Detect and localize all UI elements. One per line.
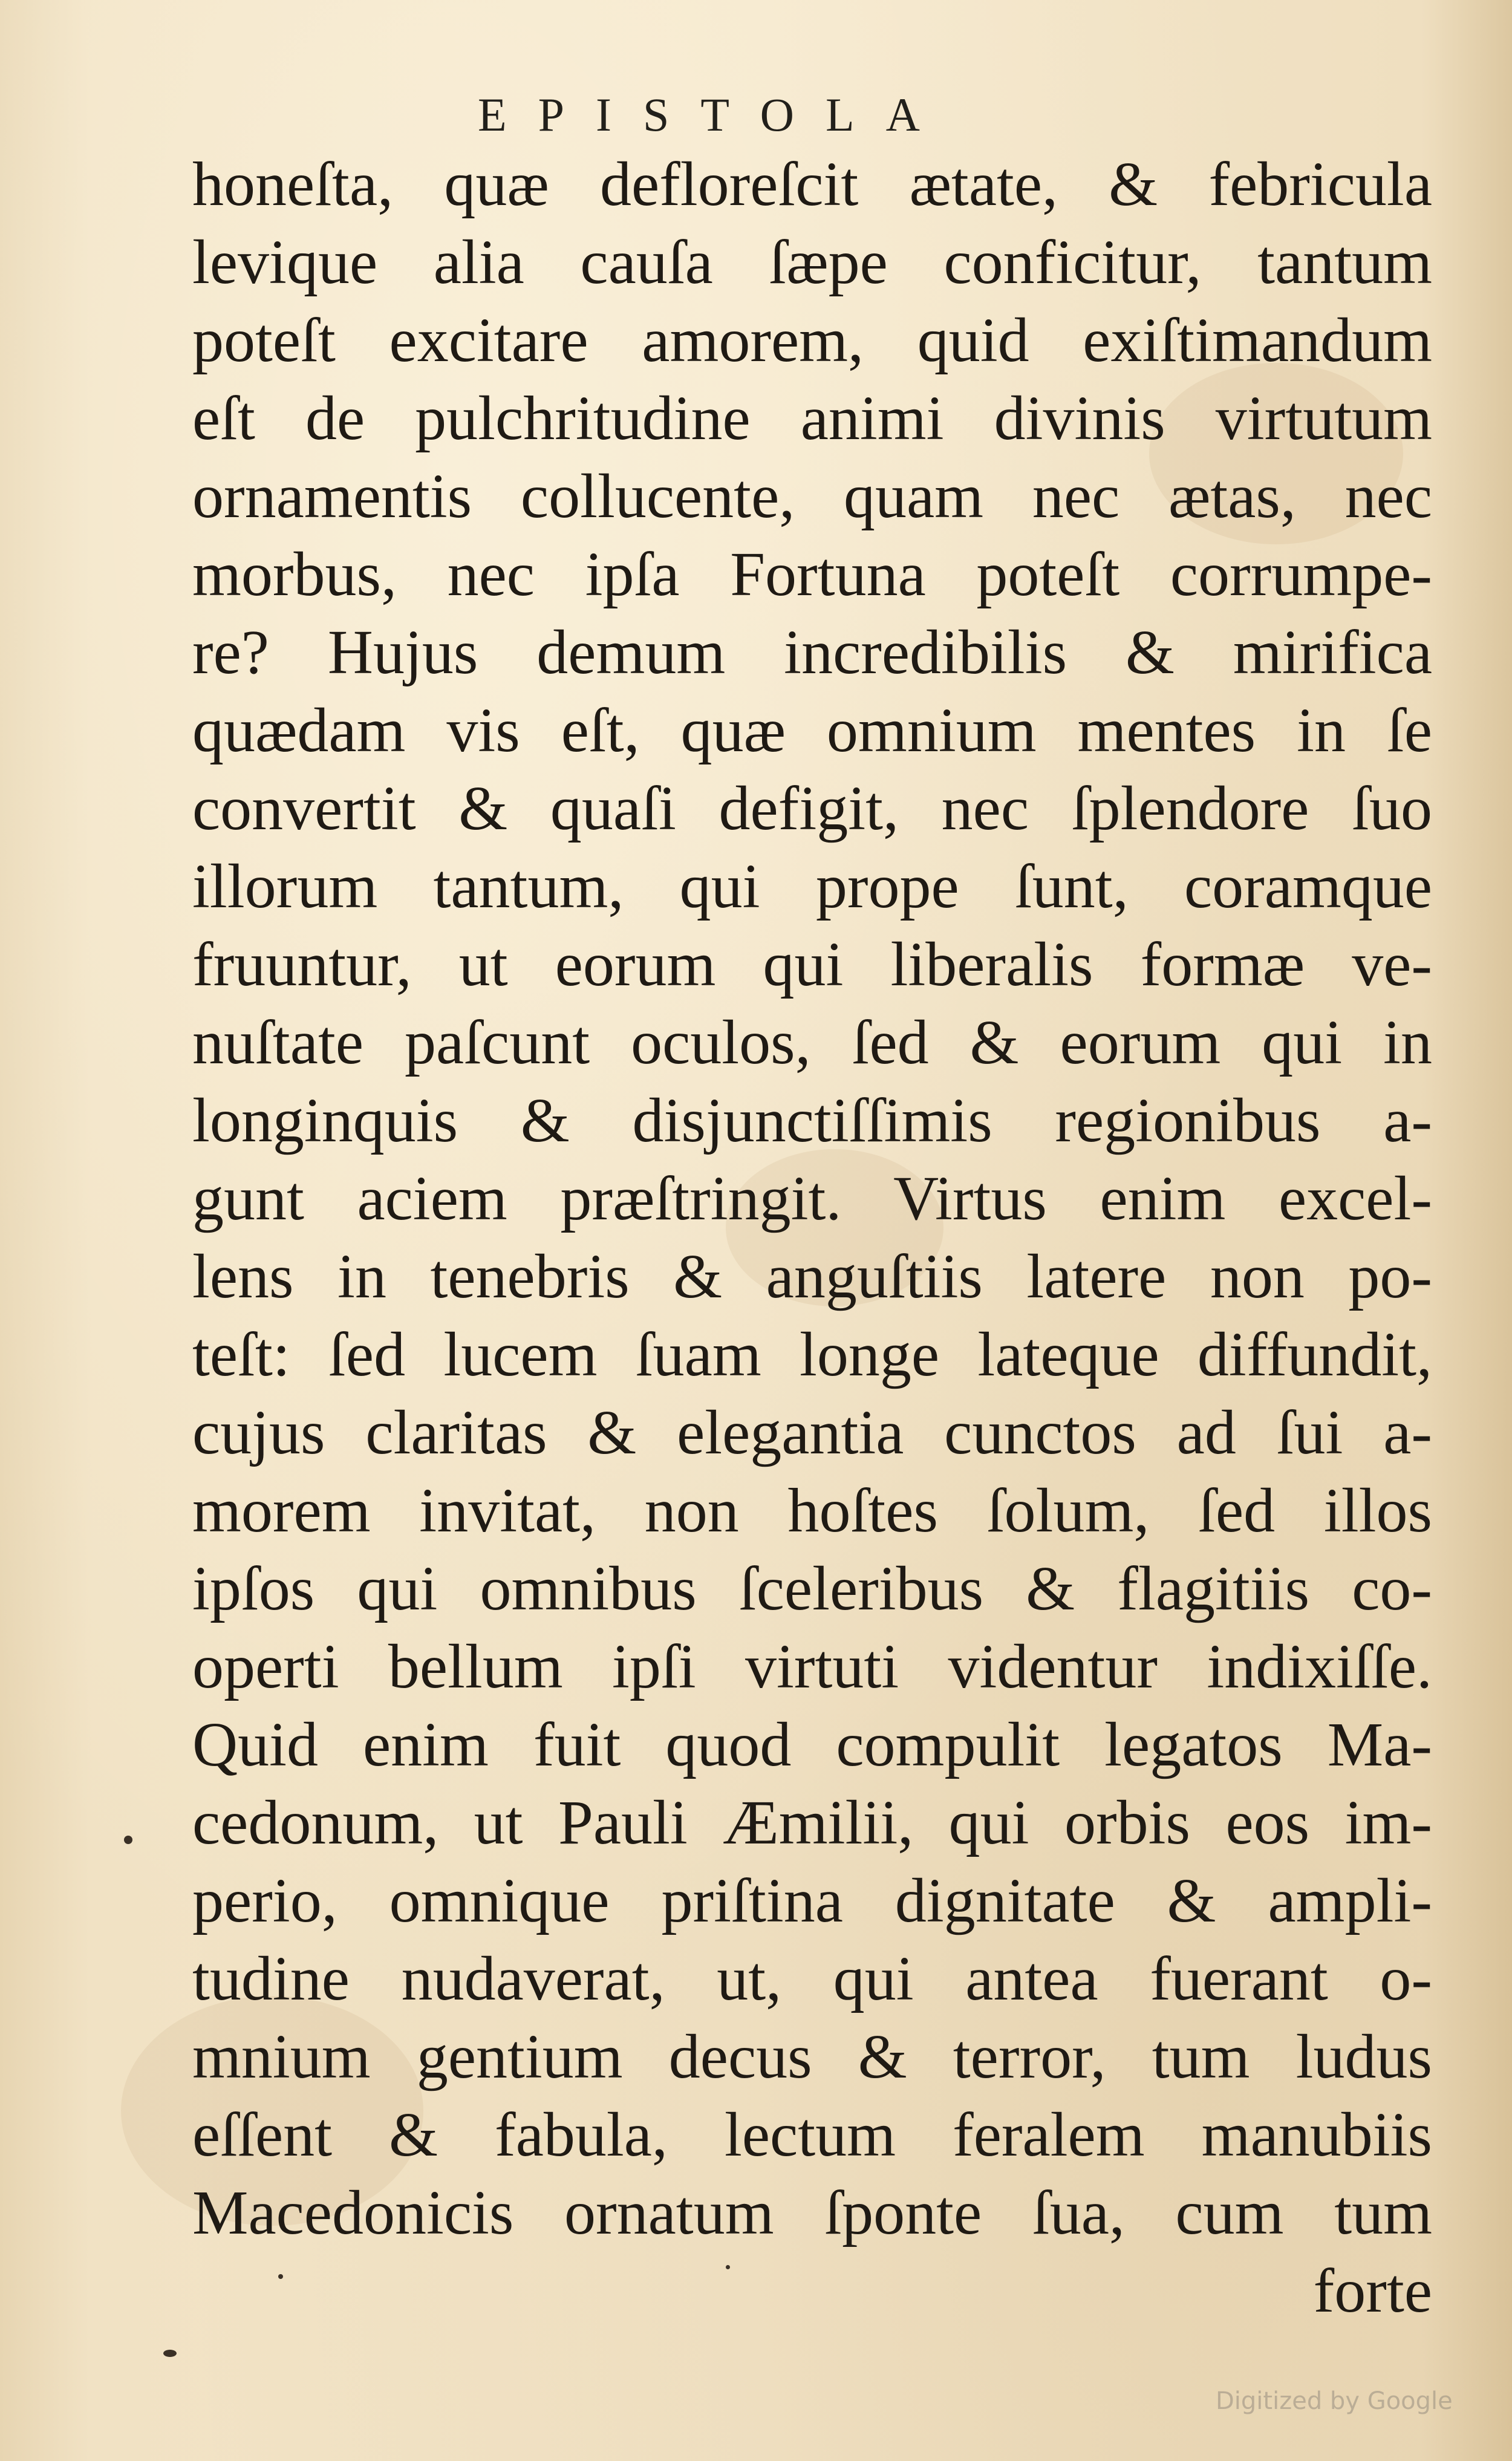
text-line: convertit & quaſi defigit, nec ſplendore ſuo xyxy=(192,774,1432,843)
text-line: lens in tenebris & anguſtiis latere non po- xyxy=(192,1242,1432,1311)
text-line: ipſos qui omnibus ſceleribus & flagitiis co- xyxy=(192,1554,1432,1623)
text-line: teſt: ſed lucem ſuam longe lateque diffundit, xyxy=(192,1320,1432,1389)
ink-speck xyxy=(278,2274,283,2279)
text-line: Quid enim fuit quod compulit legatos Ma- xyxy=(192,1710,1432,1779)
ink-speck xyxy=(726,2265,730,2269)
text-line: cedonum, ut Pauli Æmilii, qui orbis eos im- xyxy=(192,1788,1432,1857)
catchword: forte xyxy=(1313,2256,1432,2326)
text-line: perio, omnique priſtina dignitate & ampli- xyxy=(192,1866,1432,1935)
text-line: Macedonicis ornatum ſponte ſua, cum tum xyxy=(192,2178,1432,2247)
text-line: eſt de pulchritudine animi divinis virtutum xyxy=(192,383,1432,453)
text-line: re? Hujus demum incredibilis & mirifica xyxy=(192,618,1432,687)
text-line: ornamentis collucente, quam nec ætas, nec xyxy=(192,461,1432,531)
text-line: nuſtate paſcunt oculos, ſed & eorum qui in xyxy=(192,1008,1432,1077)
text-line: eſſent & fabula, lectum feralem manubiis xyxy=(192,2100,1432,2169)
ink-speck xyxy=(124,1836,132,1844)
text-line: gunt aciem præſtringit. Virtus enim excel- xyxy=(192,1164,1432,1233)
running-head: EPISTOLA xyxy=(478,88,951,141)
text-line: quædam vis eſt, quæ omnium mentes in ſe xyxy=(192,696,1432,765)
digitized-watermark: Digitized by Google xyxy=(1216,2387,1453,2415)
text-line: cujus claritas & elegantia cunctos ad ſui a- xyxy=(192,1398,1432,1467)
text-line: fruuntur, ut eorum qui liberalis formæ ve- xyxy=(192,930,1432,999)
text-line: mnium gentium decus & terror, tum ludus xyxy=(192,2022,1432,2091)
text-line: tudine nudaverat, ut, qui antea fuerant o- xyxy=(192,1944,1432,2013)
text-line: morem invitat, non hoſtes ſolum, ſed illos xyxy=(192,1476,1432,1545)
ink-speck xyxy=(163,2350,177,2357)
text-line: levique alia cauſa ſæpe conficitur, tantum xyxy=(192,227,1432,297)
text-line: illorum tantum, qui prope ſunt, coramque xyxy=(192,852,1432,921)
text-line: morbus, nec ipſa Fortuna poteſt corrumpe- xyxy=(192,539,1432,609)
text-line: longinquis & disjunctiſſimis regionibus a- xyxy=(192,1086,1432,1155)
text-line: poteſt excitare amorem, quid exiſtimandum xyxy=(192,305,1432,375)
body-text xyxy=(192,145,1432,2330)
text-line: honeſta, quæ defloreſcit ætate, & febricula xyxy=(192,149,1432,219)
text-line: operti bellum ipſi virtuti videntur indixiſſe. xyxy=(192,1632,1432,1701)
